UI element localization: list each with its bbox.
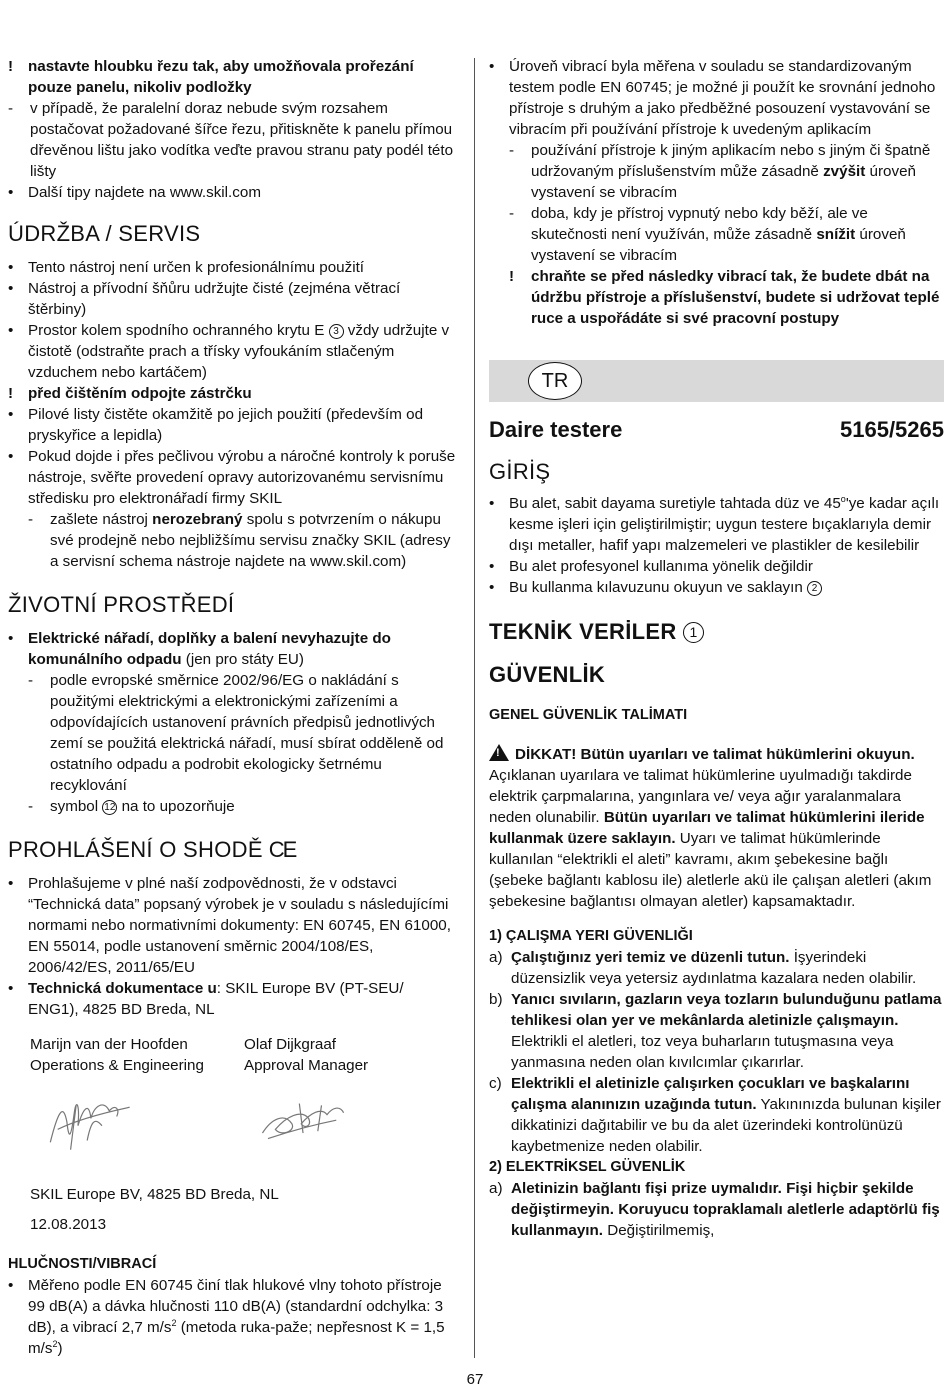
page-number: 67 [466,1371,484,1388]
bullet-item: • Další tipy najdete na www.skil.com [8,184,261,201]
maintenance-heading: ÚDRŽBA / SERVIS [8,221,201,246]
bullet-item: • Pokud dojde i přes pečlivou výrobu a náročné kontroly k poruše nástroje, svěřte provedení opravy autorizovanému servisnímu středisku pro elektronářadí firmy SKIL [8,448,456,507]
general-safety-heading: GENEL GÜVENLİK TALİMATI [489,707,688,723]
dash-item: - zašlete nástroj nerozebraný spolu s potvrzením o nákupu své prodejně nebo nejbližšímu servisu značky SKIL (adresy a servisní schema nástroje najdete na www.skil.com) [28,511,451,570]
conformity-heading: PROHLÁŠENÍ O SHODĚ CE [8,837,296,862]
declaration-date: 12.08.2013 [30,1216,107,1233]
signature-2 [244,1082,458,1162]
environment-heading: ŽIVOTNÍ PROSTŘEDÍ [8,592,235,617]
warning-item: ! před čištěním odpojte zástrčku [8,385,252,402]
signature-images [8,1082,458,1162]
product-title-row [489,416,944,444]
bullet-item: • Bu alet profesyonel kullanıma yönelik değildir [489,558,813,575]
dash-item: - symbol 12 na to upozorňuje [28,798,235,815]
ref-number: 12 [104,802,116,813]
bullet-item: • Prostor kolem spodního ochranného krytu E 3 vždy udržujte v čistotě (odstraňte prach a třísky vyfoukáním stlačeným vzduchem nebo kartáčem) [8,322,450,381]
bullet-item: • Bu kullanma kılavuzunu okuyun ve saklayın 2 [489,577,944,598]
product-title: Daire testere [489,417,623,442]
work-area-heading: 1) ÇALIŞMA YERI GÜVENLIĞI [489,928,693,944]
dash-item: - doba, kdy je přístroj vypnutý nebo kdy běží, ale ve skutečnosti není využíván, může zásadně snížit úroveň vystavení se vibracím [509,205,906,264]
safety-item-b: b) Yanıcı sıvıların, gazların veya tozların bulunduğunu patlama tehlikesi olan yer ve mekânlarda aletinizle çalışmayın. Elektrikli el aletleri, toz veya buharların tutuşmasına veya yanmasına neden olan kıvılcımlar çıkarırlar. [489,991,942,1071]
bullet-item: • Úroveň vibrací byla měřena v souladu se standardizovaným testem podle EN 60745; je možné ji použít ke srovnání jednoho přístroje s druhým a jako předběžné posouzení vystavování se vibracím při používání přístroje k uvedeným aplikacím [489,58,936,138]
signatory-title: Operations & Engineering [30,1057,204,1074]
left-column [8,56,458,1359]
safety-item-a: a) Aletinizin bağlantı fişi prize uymalıdır. Fişi hiçbir şekilde değiştirmeyin. Koruyucu topraklamalı aletlerle adaptörlü fiş kullanmayın. Değiştirilmemiş, [489,1180,940,1239]
bullet-item: • Technická dokumentace u: SKIL Europe BV (PT-SEU/ ENG1), 4825 BD Breda, NL [8,980,404,1018]
bullet-item: • Prohlašujeme v plné naší zodpovědnosti, že v odstavci “Technická data” popsaný výrobek je v souladu s následujícími normami nebo normativními dokumenty: EN 60745, EN 61000, EN 55014, podle ustanovení směrnic 2004/108/ES, 2006/42/ES, 2011/65/EU [8,875,451,976]
warning-triangle-icon [489,744,509,761]
signatories [8,1034,458,1076]
model-number: 5165/5265 [840,417,944,442]
warning-item: ! chraňte se před následky vibrací tak, že budete dbát na údržbu přístroje a příslušenství, budete si udržovat teplé ruce a uspořádáte si své pracovní postupy [509,268,940,327]
signatory-name: Marijn van der Hoofden [30,1036,188,1053]
ref-number: 2 [807,581,822,596]
bullet-item: • Elektrické nářadí, doplňky a balení nevyhazujte do komunálního odpadu (jen pro státy EU) [8,630,391,668]
bullet-item: • Tento nástroj není určen k profesionálnímu použití [8,259,365,276]
signature-1 [30,1082,244,1162]
electrical-heading: 2) ELEKTRİKSEL GÜVENLİK [489,1159,686,1175]
bullet-item: • Nástroj a přívodní šňůru udržujte čisté (zejména větrací štěrbiny) [8,280,401,318]
company-address: SKIL Europe BV, 4825 BD Breda, NL [30,1186,279,1203]
dash-item: - podle evropské směrnice 2002/96/EG o nakládání s použitými elektrickými a elektronickými zařízeními a odpovídajících ustanovení právních předpisů jednotlivých zemí se použitá elektrická nářadí, musí sbírat odděleně od ostatního odpadu a podrobit ekologicky šetrnému recyklování [28,672,444,794]
bullet-item: • Bu alet, sabit dayama suretiyle tahtada düz ve 45$^o$'ye kadar açılı kesme işleri için geliştirilmiştir; uygun testere bıçaklarıyla demir dışı metaller, hafif yapı malzemeleri ve plastikler de kesilebilir [489,493,940,554]
column-divider [474,58,475,1358]
language-bar [489,360,944,402]
ref-number: 3 [329,324,344,339]
dash-item: - používání přístroje k jiným aplikacím nebo s jiným či špatně udržovaným příslušenstvím může zásadně zvýšit úroveň vystavení se vibracím [509,142,931,201]
bullet-item: • Pilové listy čistěte okamžitě po jejich použití (především od pryskyřice a lepidla) [8,406,424,444]
warning-item: ! nastavte hloubku řezu tak, aby umožňovala prořezání pouze panelu, nikoliv podložky [8,58,414,96]
safety-heading: GÜVENLİK [489,662,606,687]
dash-item: - v případě, že paralelní doraz nebude svým rozsahem postačovat požadované šířce řezu, přitiskněte k panelu přímou dřevěnou lištu jako vodítka veďte pravou stranu paty podél této lišty [8,100,454,180]
signatory-name: Olaf Dijkgraaf [244,1036,337,1053]
noise-heading: HLUČNOSTI/VIBRACÍ [8,1256,157,1272]
bullet-item: • Měřeno podle EN 60745 činí tlak hlukové vlny tohoto přístroje 99 dB(A) a dávka hlučnosti 110 dB(A) (standardní odchylka: 3 dB), a vibrací 2,7 $m/s^2$ (metoda ruka-paže; nepřesnost K = 1,5 $m/s^2$) [8,1277,445,1357]
safety-item-a: a) Çalıştığınız yeri temiz ve düzenli tutun. İşyerindeki düzensizlik veya yetersiz aydınlatma kazalara neden olabilir. [489,949,917,987]
ref-number: 1 [683,622,704,643]
right-column [489,56,944,1241]
tech-heading: TEKNİK VERİLER 1 [489,618,944,646]
safety-item-c: c) Elektrikli el aletinizle çalışırken çocukları ve başkalarını çalışma alanınızın uzağında tutun. Yakınınızda bulunan kişiler dikkatinizi dağıtabilir ve bu da alet üzerindeki kontrolünüzü kaybetmenize neden olabilir. [489,1075,941,1155]
signatory-title: Approval Manager [244,1057,369,1074]
language-badge: TR [528,362,582,400]
general-warning: !DİKKAT! Bütün uyarıları ve talimat hükümlerini okuyun. Açıklanan uyarılara ve talimat hükümlerine uyulmadığı takdirde elektrik çarpmalarına, yangınlara ve/ veya ağır yaralanmalara neden olunabilir. Bütün uyarıları ve talimat hükümlerini ileride kullanmak üzere saklayın. Uyarı ve talimat hükümlerinde kullanılan “elektrikli el aleti” kavramı, akım şebekesine bağlı (şebeke bağlantı kablosu ile) aletlerle akü ile çalışan aletleri (akım şebekesine bağlantısı olmayan aletler) kapsamaktadır. [489,744,944,912]
intro-heading: GİRİŞ [489,459,551,484]
ce-mark: CE [268,837,296,862]
